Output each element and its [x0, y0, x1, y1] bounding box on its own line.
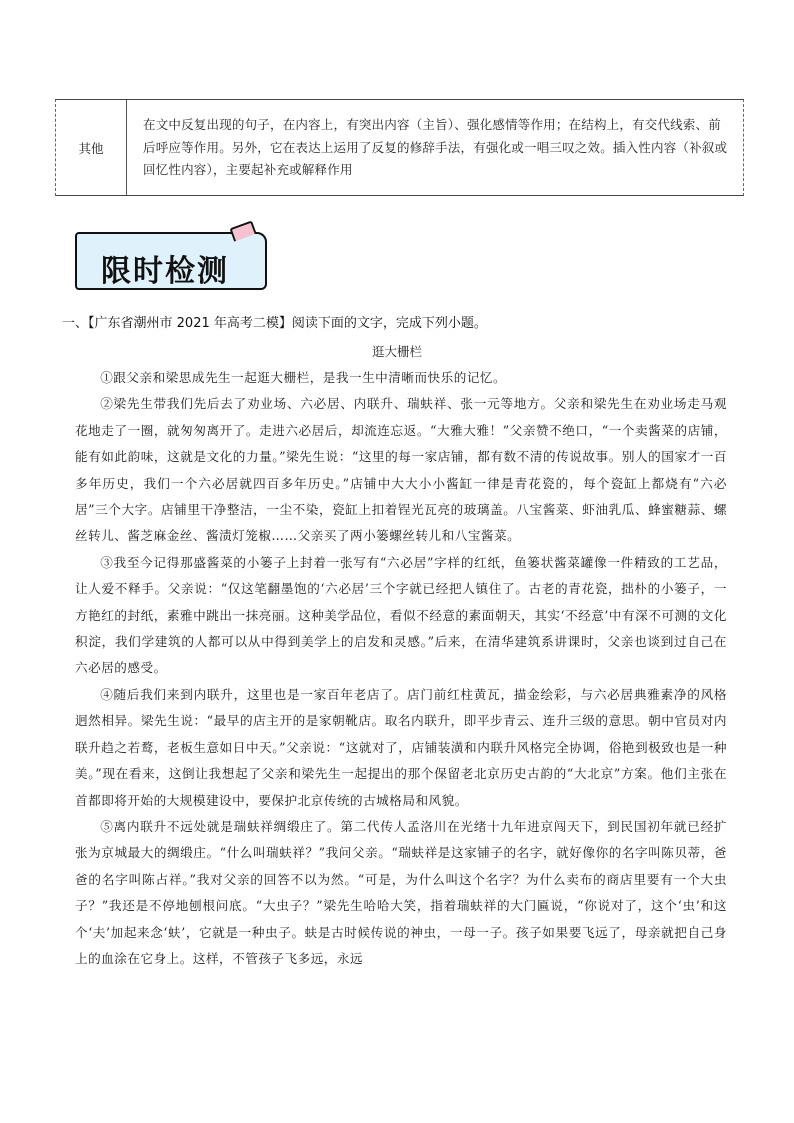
summary-table: [55, 99, 744, 196]
article-paragraph: ⑤离内联升不远处就是瑞蚨祥绸缎庄了。第二代传人孟洛川在光绪十九年进京闯天下，到民国初年就已经扩张为京城最大的绸缎庄。“什么叫瑞蚨祥？”我问父亲。“瑞蚨祥是这家铺子的名字，就好像你的名字叫陈贝蒂，爸爸的名字叫陈占祥。”我对父亲的回答不以为然。“可是，为什么叫这个名字？为什么卖布的商店里要有一个大虫子？”我还是不停地刨根问底。“大虫子？”梁先生哈哈大笑，指着瑞蚨祥的大门匾说，“你说对了，这个‘虫’和这个‘夫’加起来念‘蚨’，它就是一种虫子。蚨是古时候传说的神虫，一母一子。孩子如果要飞远了，母亲就把自己身上的血涂在它身上。这样，不管孩子飞多远，永远: [75, 818, 727, 966]
article-title: 逛大栅栏: [371, 344, 422, 359]
section-title: 限时检测: [101, 254, 229, 289]
summary-content: 在文中反复出现的句子，在内容上，有突出内容（主旨）、强化感情等作用；在结构上，有交代线索、前后呼应等作用。另外，它在表达上运用了反复的修辞手法，有强化或一唱三叹之效。插入性内容（补叙或回忆性内容），主要起补充或解释作用: [143, 117, 728, 177]
question-source: 【广东省潮州市 2021 年高考二模】: [88, 316, 292, 331]
question-intro: [62, 312, 487, 331]
question-number: 一、: [62, 316, 89, 331]
summary-label: 其他: [56, 100, 127, 195]
question-instruction: 阅读下面的文字，完成下列小题。: [291, 316, 487, 331]
article-paragraph: ③我至今记得那盛酱菜的小篓子上封着一张写有“六必居”字样的红纸，鱼篓状酱菜罐像一件精致的工艺品，让人爱不释手。父亲说：“仅这笔翻墨饱的‘六必居’三个字就已经把人镇住了。古老的青花瓷，拙朴的小篓子，一方艳红的封纸，素雅中跳出一抹亮丽。这种美学品位，看似不经意的素面朝天，其实‘不经意’中有深不可测的文化积淀，我们学建筑的人都可以从中得到美学上的启发和灵感。”后来，在清华建筑系讲课时，父亲也谈到过自己在六必居的感受。: [75, 554, 727, 676]
article-body: [75, 365, 727, 972]
section-banner: [75, 224, 271, 290]
article-paragraph: ①跟父亲和梁思成先生一起逛大栅栏，是我一生中清晰而快乐的记忆。: [100, 370, 507, 385]
article-paragraph: ②梁先生带我们先后去了劝业场、六必居、内联升、瑞蚨祥、张一元等地方。父亲和梁先生在劝业场走马观花地走了一圈，就匆匆离开了。走进六必居后，却流连忘返。“大雅大雅！”父亲赞不绝口，“一个卖酱菜的店铺，能有如此韵味，这就是文化的力量。”梁先生说：“这里的每一家店铺，都有数不清的传说故事。别人的国家才一百多年历史，我们一个六必居就四百多年历史。”店铺中大大小小酱缸一律是青花瓷的，每个瓷缸上都烧有“六必居”三个大字。店铺里干净整洁，一尘不染，瓷缸上扣着锃光瓦亮的玻璃盖。八宝酱菜、虾油乳瓜、蜂蜜糖蒜、螺丝转儿、酱芝麻金丝、酱渍灯笼椒……父亲买了两小篓螺丝转儿和八宝酱菜。: [75, 396, 727, 544]
article-paragraph: ④随后我们来到内联升，这里也是一家百年老店了。店门前红柱黄瓦，描金绘彩，与六必居典雅素净的风格迥然相异。梁先生说：“最早的店主开的是家朝靴店。取名内联升，即平步青云、连升三级的意思。朝中官员对内联升趋之若鹜，老板生意如日中天。”父亲说：“这就对了，店铺装潢和内联升风格完全协调，俗艳到极致也是一种美。”现在看来，这倒让我想起了父亲和梁先生一起提出的那个保留老北京历史古韵的“大北京”方案。他们主张在首都即将开始的大规模建设中，要保护北京传统的古城格局和风貌。: [75, 686, 727, 808]
